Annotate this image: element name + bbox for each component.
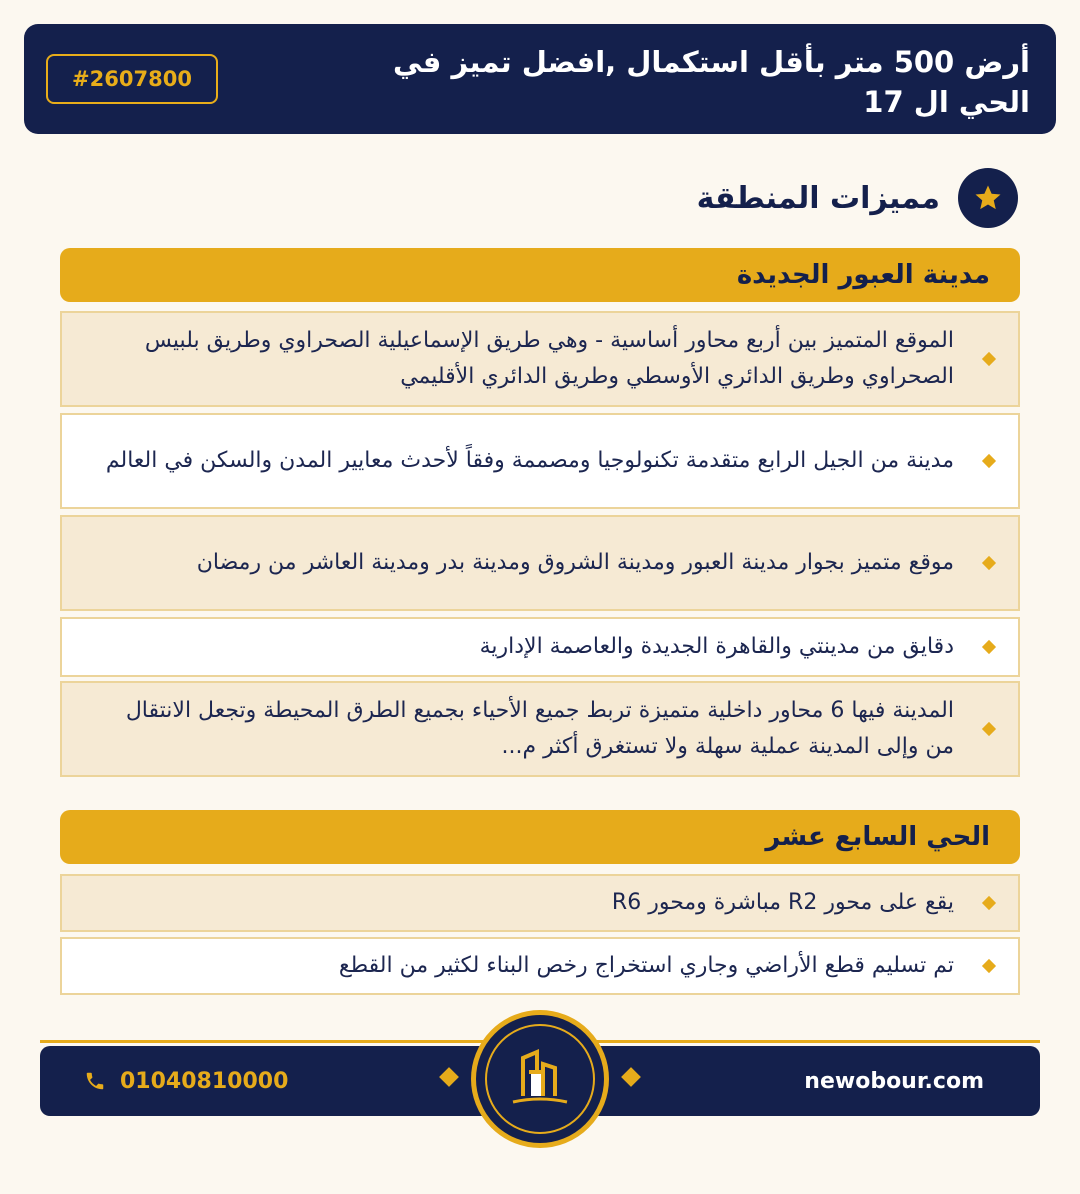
group-title-district-17: الحي السابع عشر (60, 810, 1020, 864)
group-title-obour: مدينة العبور الجديدة (60, 248, 1020, 302)
diamond-bullet-icon (982, 454, 996, 468)
website-link[interactable]: newobour.com (804, 1068, 984, 1094)
list-item-text: تم تسليم قطع الأراضي وجاري استخراج رخص البناء لكثير من القطع (338, 953, 954, 978)
listing-id-badge: #2607800 (46, 54, 218, 104)
list-item (60, 874, 1020, 932)
diamond-bullet-icon (982, 352, 996, 366)
listing-title: أرض 500 متر بأقل استكمال ,افضل تميز في الحي ال 17 (393, 45, 1030, 119)
list-item-text: دقايق من مدينتي والقاهرة الجديدة والعاصمة الإدارية (479, 634, 954, 659)
phone-icon (84, 1070, 106, 1092)
phone-contact[interactable] (84, 1046, 288, 1116)
section-heading (697, 170, 1018, 226)
list-item (60, 681, 1020, 777)
phone-number: 01040810000 (120, 1068, 289, 1094)
building-logo-icon (471, 1010, 609, 1148)
star-icon (958, 168, 1018, 228)
list-item-text: موقع متميز بجوار مدينة العبور ومدينة الشروق ومدينة بدر ومدينة العاشر من رمضان (196, 550, 954, 575)
list-item (60, 311, 1020, 407)
diamond-bullet-icon (982, 722, 996, 736)
list-item-text: يقع على محور R2 مباشرة ومحور R6 (611, 890, 954, 915)
diamond-bullet-icon (982, 556, 996, 570)
list-item (60, 937, 1020, 995)
listing-header (24, 24, 1056, 134)
diamond-bullet-icon (982, 640, 996, 654)
list-item-text: المدينة فيها 6 محاور داخلية متميزة تربط جميع الأحياء بجميع الطرق المحيطة وتجعل الانتقال من وإلى المدينة عملية سهلة ولا تستغرق أكثر م... (125, 698, 954, 759)
section-title: مميزات المنطقة (696, 180, 940, 216)
list-item (60, 515, 1020, 611)
list-item (60, 413, 1020, 509)
list-item (60, 617, 1020, 677)
list-item-text: الموقع المتميز بين أربع محاور أساسية - وهي طريق الإسماعيلية الصحراوي وطريق بلبيس الصحراوي وطريق الدائري الأوسطي وطريق الدائري الأقليمي (144, 328, 954, 389)
list-item-text: مدينة من الجيل الرابع متقدمة تكنولوجيا ومصممة وفقاً لأحدث معايير المدن والسكن في العالم (105, 448, 954, 473)
diamond-bullet-icon (982, 959, 996, 973)
diamond-bullet-icon (982, 896, 996, 910)
